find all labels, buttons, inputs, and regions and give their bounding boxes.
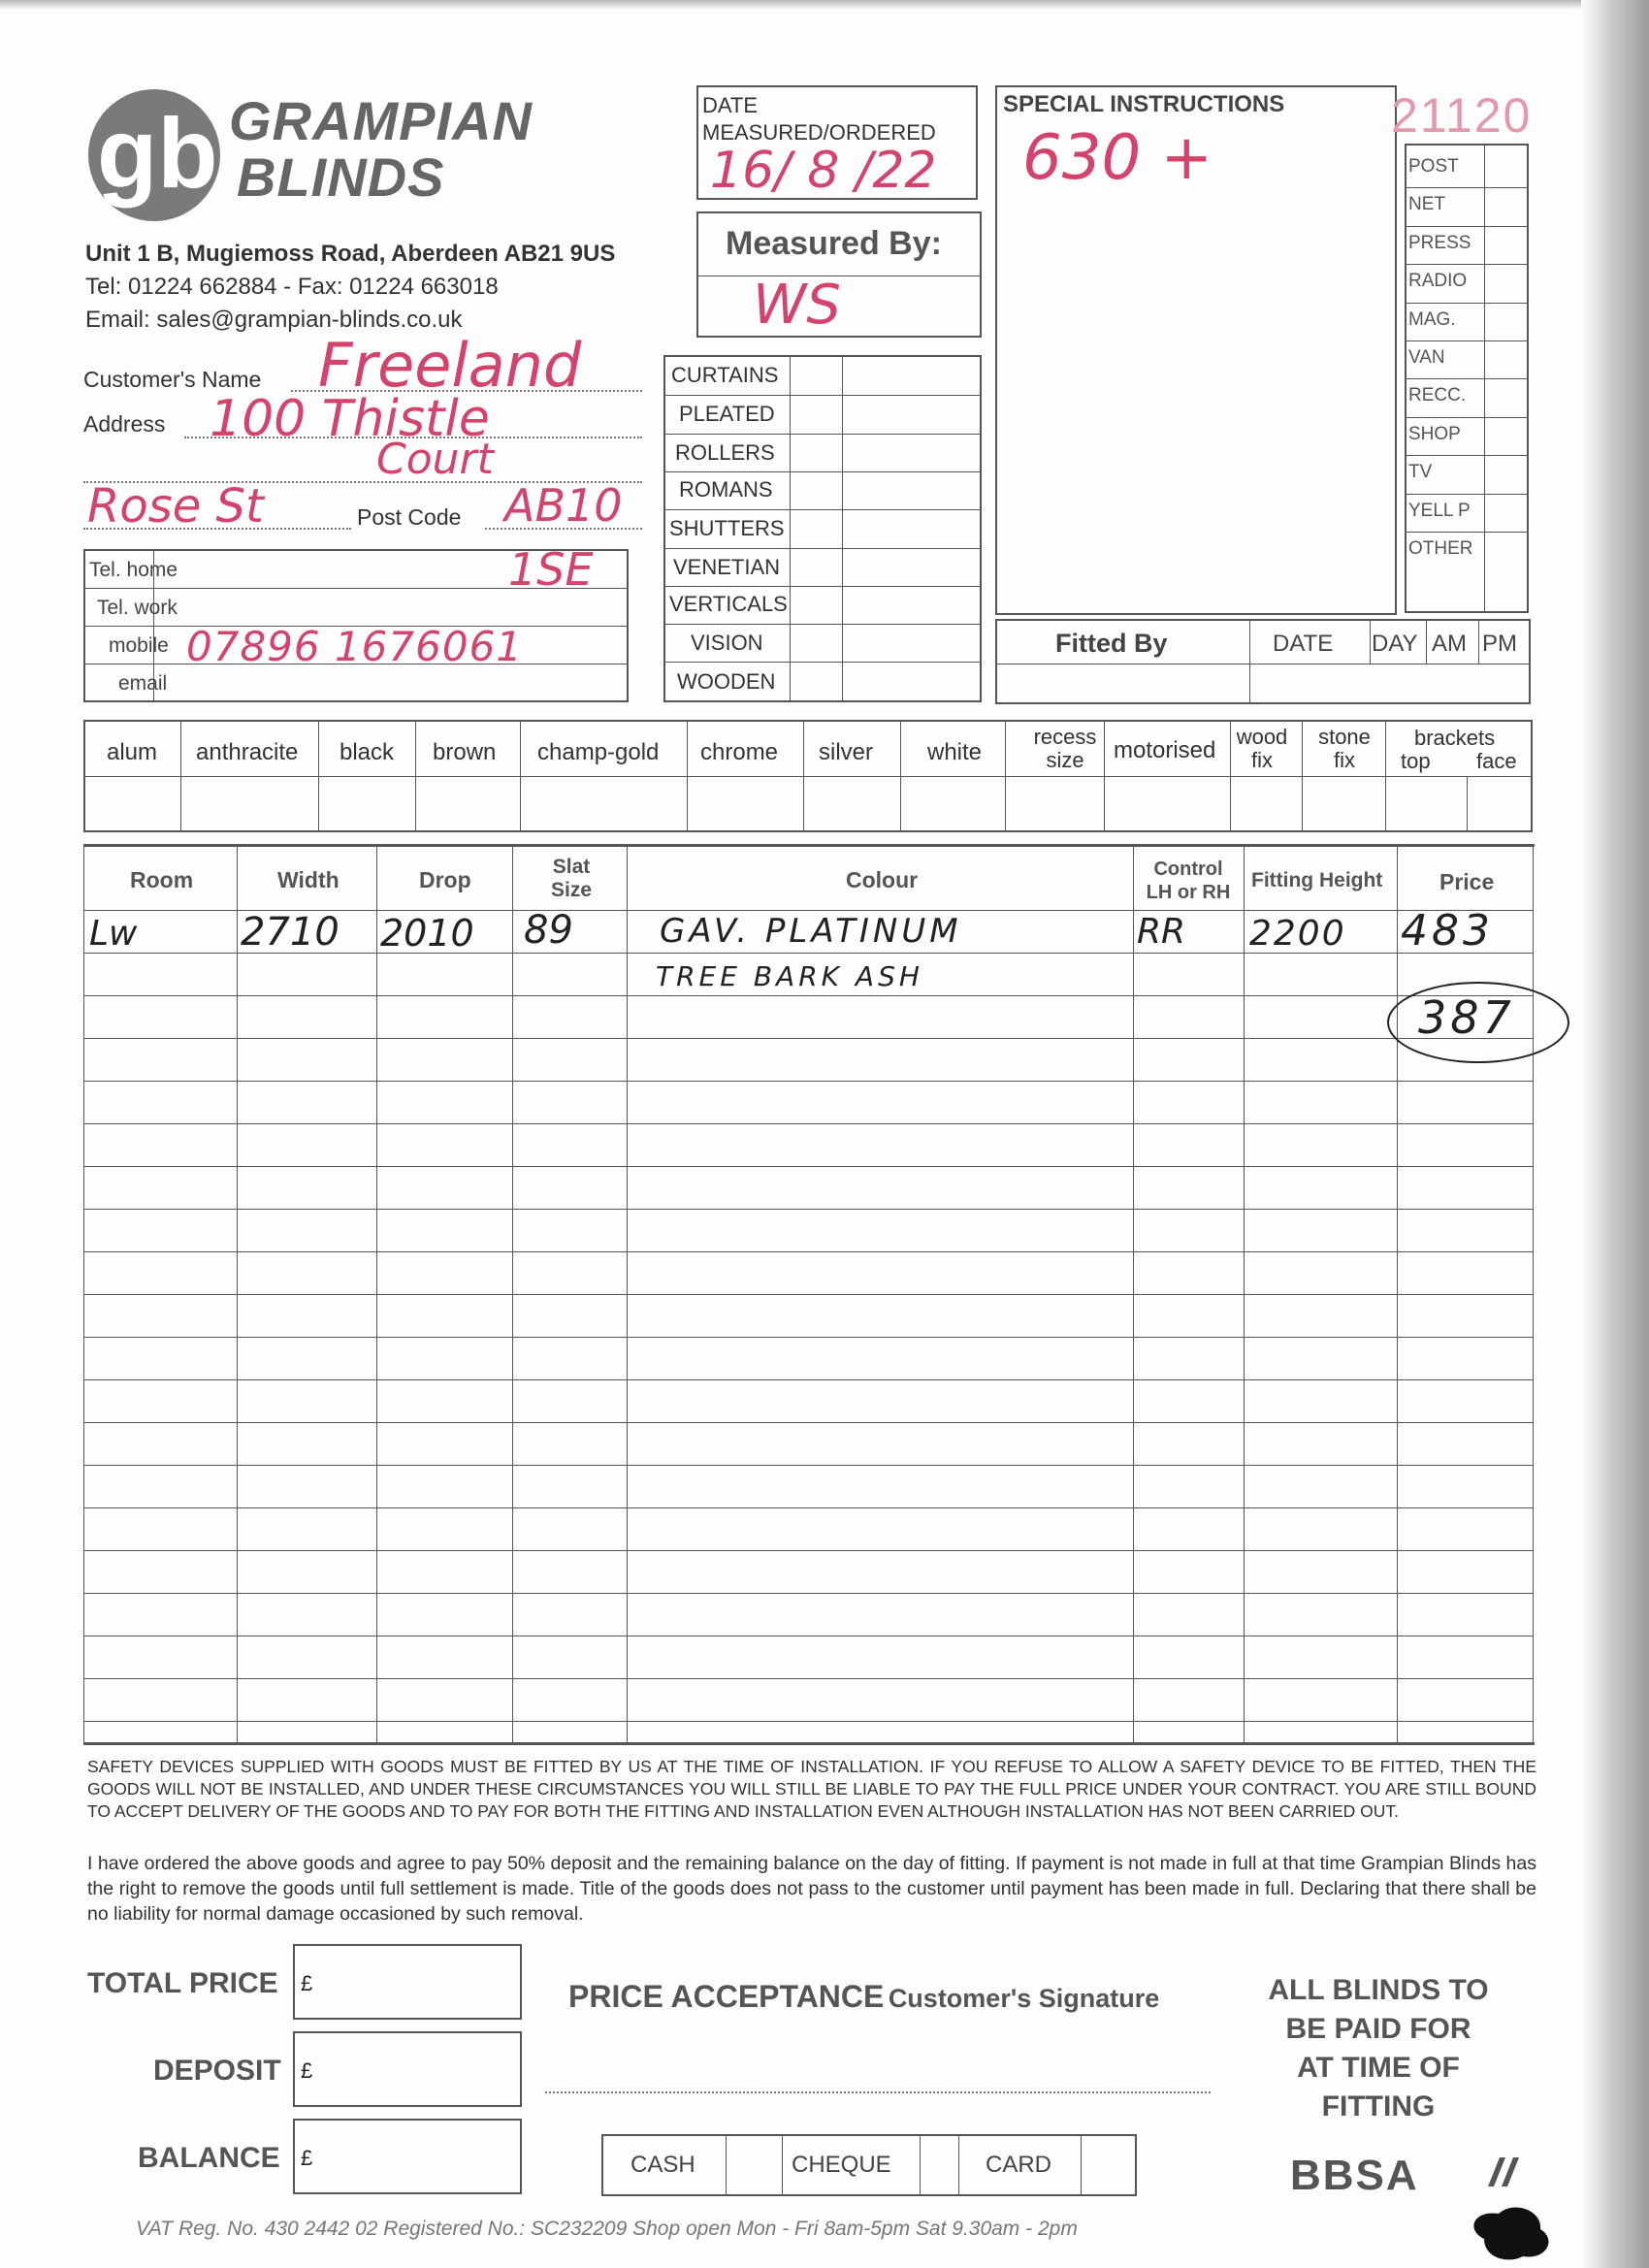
row1-drop[interactable]: 2010 [380,912,474,955]
email-label: email [118,672,168,695]
phone-box [83,549,629,702]
tel-home-label: Tel. home [89,559,178,581]
blind-types-row-line [665,434,980,435]
ink-smudge-icon [1455,2200,1562,2264]
order-row-line [83,1081,1533,1082]
order-table-bottom-rule [83,1742,1535,1745]
header-colour: Colour [846,867,919,892]
source-net: NET [1408,194,1445,215]
options-row-line [85,776,1531,777]
balance-label: BALANCE [138,2142,280,2174]
row1-width[interactable]: 2710 [241,910,340,955]
payment-methods-box [601,2134,1137,2196]
scan-top-shadow [0,0,1649,10]
blind-type-romans: ROMANS [679,477,773,502]
source-row-line [1406,532,1527,533]
options-col-line [1302,722,1303,830]
fitted-date-label: DATE [1273,631,1334,657]
customer-name-label: Customer's Name [83,367,262,392]
blind-type-rollers: ROLLERS [675,440,775,465]
source-row-line [1406,378,1527,379]
source-row-line [1406,455,1527,456]
order-row-line [83,1123,1533,1124]
source-shop: SHOP [1408,423,1461,444]
source-post: POST [1408,156,1459,177]
special-instructions-label: SPECIAL INSTRUCTIONS [1003,91,1285,117]
options-col-line [1467,776,1468,830]
postcode-label: Post Code [357,504,462,530]
address-value-line2[interactable]: Court [376,435,494,484]
blind-types-col-divider [842,357,843,700]
option-recess-line1: recess [1033,725,1097,749]
option-recess-line2: size [1046,748,1084,772]
order-row-line [83,1038,1533,1039]
option-brackets-top: top [1401,749,1431,773]
source-row-line [1406,187,1527,188]
deposit-currency: £ [301,2058,313,2083]
row1-colour[interactable]: GAV. PLATINUM [660,912,962,951]
safety-terms: SAFETY DEVICES SUPPLIED WITH GOODS MUST BE FITTED BY US AT THE TIME OF INSTALLATION. IF YOU REFUSE TO ALLOW A SAFETY DEVICE TO BE FITTED, THEN THE GOODS WILL NOT BE INSTALLED, AND UNDER THESE CIRCUMSTANCES YOU WILL STILL BE LIABLE TO PAY THE FULL PRICE UNDER YOUR CONTRACT. YOU ARE STILL BOUND TO ACCEPT DELIVERY OF THE GOODS AND TO PAY FOR BOTH THE FITTING AND INSTALLATION EVEN ALTHOUGH INSTALLATION HAS NOT BEEN CARRIED OUT. [87,1757,1536,1821]
option-recess-size [1018,726,1112,772]
tel-work-label: Tel. work [97,597,178,619]
payment-cheque[interactable]: CHEQUE [792,2152,891,2178]
header-slat-line2: Size [550,879,593,901]
deposit-label: DEPOSIT [153,2055,281,2087]
payment-cash[interactable]: CASH [630,2152,695,2178]
blind-types-row-line [665,586,980,587]
header-fitting-height: Fitting Height [1251,869,1383,891]
blind-types-row-line [665,509,980,510]
address-value-line3[interactable]: Rose St [87,479,264,534]
blind-types-box [663,355,982,702]
measured-by-value[interactable]: WS [753,274,841,337]
company-name-line1: GRAMPIAN [229,90,533,151]
postcode-value[interactable]: AB10 [504,479,623,532]
options-col-line [900,722,901,830]
order-row-line [83,1422,1533,1423]
header-control-line1: Control [1153,859,1223,880]
option-stone-line2: fix [1334,748,1355,772]
deposit-field[interactable] [293,2031,522,2107]
header-control [1133,858,1244,904]
fitted-by-box [995,619,1531,704]
header-price: Price [1439,869,1495,894]
order-row-line [83,1209,1533,1210]
notice-line4: FITTING [1321,2090,1436,2122]
company-logo-icon [81,85,237,226]
blind-types-row-line [665,662,980,663]
fitted-day-label: DAY [1372,631,1418,657]
measured-by-box [696,211,982,338]
bbsa-logo: BBSA [1290,2152,1419,2199]
source-list [1408,147,1473,567]
blind-types-row-line [665,471,980,472]
option-stone-fix [1304,726,1385,772]
options-box [83,720,1533,832]
blind-types-row-line [665,395,980,396]
option-brown: brown [433,739,497,765]
header-drop: Drop [419,867,471,892]
customer-signature-label: Customer's Signature [888,1984,1160,2013]
footer-registration: VAT Reg. No. 430 2442 02 Registered No.: SC232209 Shop open Mon - Fri 8am-5pm Sat 9.30am - 2pm [136,2218,1078,2240]
blind-type-shutters: SHUTTERS [669,516,785,540]
postcode-value-2[interactable]: 1SE [508,543,594,596]
source-row-line [1406,303,1527,304]
source-row-line [1406,264,1527,265]
source-row-line [1406,340,1527,341]
fitted-pm-label: PM [1482,631,1517,657]
order-number: 21120 [1391,88,1533,143]
bbsa-mark-icon [1486,2154,1525,2190]
order-row-line [83,1166,1533,1167]
header-slat-line1: Slat [552,856,591,878]
fitted-by-label: Fitted By [1055,629,1168,658]
option-stone-line1: stone [1318,725,1371,749]
option-anthracite: anthracite [196,739,299,765]
price-acceptance [568,1979,1159,2015]
total-currency: £ [301,1971,313,1995]
scan-edge-shadow [1581,0,1649,2268]
option-wood-fix [1228,726,1296,772]
special-instructions-value[interactable]: 630 + [1022,122,1213,194]
options-col-line [687,722,688,830]
blind-types-row-line [665,548,980,549]
date-box [696,85,978,200]
row2-colour[interactable]: TREE BARK ASH [656,960,923,992]
option-chrome: chrome [700,739,779,765]
options-col-line [1005,722,1006,830]
option-black: black [340,739,395,765]
option-silver: silver [819,739,874,765]
mobile-label: mobile [109,634,169,657]
address-label: Address [83,411,166,437]
source-yellp: YELL P [1408,500,1471,521]
date-measured-value[interactable]: 16/ 8 /22 [710,142,937,200]
source-tv: TV [1408,462,1433,483]
order-row-line [83,1251,1533,1252]
payment-notice [1257,1971,1500,2126]
balance-currency: £ [301,2146,313,2170]
row1-control[interactable]: RR [1137,912,1186,952]
order-row-line [83,1465,1533,1466]
special-instructions-box [995,85,1397,615]
option-alum: alum [107,739,158,765]
order-col-line [1533,846,1534,1742]
header-slat-size [514,856,629,902]
phone-row-line [85,588,627,589]
customer-name-value[interactable]: Freeland [318,330,582,401]
logo-letters: gb [97,98,218,209]
order-row-line [83,1593,1533,1594]
notice-line1: ALL BLINDS TO [1268,1974,1489,2006]
blind-type-verticals: VERTICALS [669,592,788,616]
option-wood-line2: fix [1251,748,1273,772]
options-col-line [180,722,181,830]
date-label-line2: MEASURED/ORDERED [702,120,936,145]
payment-col [1081,2136,1082,2194]
mobile-value[interactable]: 07896 1676061 [186,623,524,670]
row1-fitting-height[interactable]: 2200 [1249,914,1346,954]
option-brackets-face: face [1476,749,1517,773]
option-wood-line1: wood [1236,725,1288,749]
options-col-line [318,722,319,830]
order-row-line [83,995,1533,996]
fitted-am-label: AM [1432,631,1467,657]
option-brackets: brackets [1414,726,1496,750]
agreement-terms: I have ordered the above goods and agree to pay 50% deposit and the remaining balance on the day of fitting. If payment is not made in full at that time Grampian Blinds has the right to remove the goods until full settlement is made. Title of the goods does not pass to the customer until payment has been made in full. Declaring that there shall be no liability for normal damage occasioned by such removal. [87,1853,1536,1925]
blind-type-venetian: VENETIAN [673,555,781,579]
order-row-line [83,1678,1533,1679]
fitted-by-col [1426,621,1427,664]
address-value-line1[interactable]: 100 Thistle [210,390,490,448]
source-row-line [1406,226,1527,227]
company-name-line2: BLINDS [237,146,445,208]
row3-price[interactable]: 387 [1418,991,1515,1044]
fitted-by-col [1478,621,1479,664]
company-tel-fax: Tel: 01224 662884 - Fax: 01224 663018 [85,274,499,300]
blind-type-vision: VISION [691,631,763,655]
order-row-line [83,1294,1533,1295]
payment-col [958,2136,959,2194]
fitted-by-col [1370,621,1371,664]
blind-type-wooden: WOODEN [677,669,776,694]
company-address: Unit 1 B, Mugiemoss Road, Aberdeen AB21 9US [85,241,616,267]
source-recc: RECC. [1408,385,1467,406]
option-white: white [927,739,983,765]
order-row-line [83,1507,1533,1508]
fitted-by-col [1249,621,1250,702]
payment-card[interactable]: CARD [986,2152,1052,2178]
order-row-line [83,1379,1533,1380]
header-control-line2: LH or RH [1146,882,1231,903]
total-price-label: TOTAL PRICE [87,1967,278,1999]
payment-col [920,2136,921,2194]
measured-by-label: Measured By: [726,225,942,262]
order-row-line [83,1721,1533,1722]
notice-line2: BE PAID FOR [1285,2013,1471,2045]
options-col-line [415,722,416,830]
header-width: Width [277,867,340,892]
source-row-line [1406,494,1527,495]
date-label-line1: DATE [702,93,759,117]
blind-types-col-divider [790,357,791,700]
source-other: OTHER [1408,538,1473,560]
row1-slat[interactable]: 89 [524,908,573,953]
source-van: VAN [1408,347,1445,369]
row1-price[interactable]: 483 [1401,906,1494,956]
total-price-field[interactable] [293,1944,522,2020]
payment-col [726,2136,727,2194]
row1-room[interactable]: Lw [89,914,138,954]
blind-type-pleated: PLEATED [679,402,775,426]
order-row-line [83,1550,1533,1551]
header-room: Room [130,867,194,892]
option-champ-gold: champ-gold [537,739,660,765]
payment-col [782,2136,783,2194]
options-col-line [1385,722,1386,830]
options-col-line [520,722,521,830]
order-table-top-rule [83,844,1535,847]
option-motorised: motorised [1114,737,1216,763]
balance-field[interactable] [293,2119,522,2194]
company-email: Email: sales@grampian-blinds.co.uk [85,307,463,333]
source-list-box [1405,144,1529,613]
blind-types-row-line [665,624,980,625]
source-radio: RADIO [1408,271,1468,292]
blind-type-curtains: CURTAINS [671,363,779,387]
notice-line3: AT TIME OF [1297,2052,1460,2084]
source-mag: MAG. [1408,308,1456,330]
source-row-line [1406,417,1527,418]
options-col-line [803,722,804,830]
price-acceptance-label: PRICE ACCEPTANCE [568,1979,885,2014]
order-row-line [83,1337,1533,1338]
source-press: PRESS [1408,232,1471,253]
address-line-3 [83,528,351,530]
signature-line[interactable] [545,2091,1211,2093]
